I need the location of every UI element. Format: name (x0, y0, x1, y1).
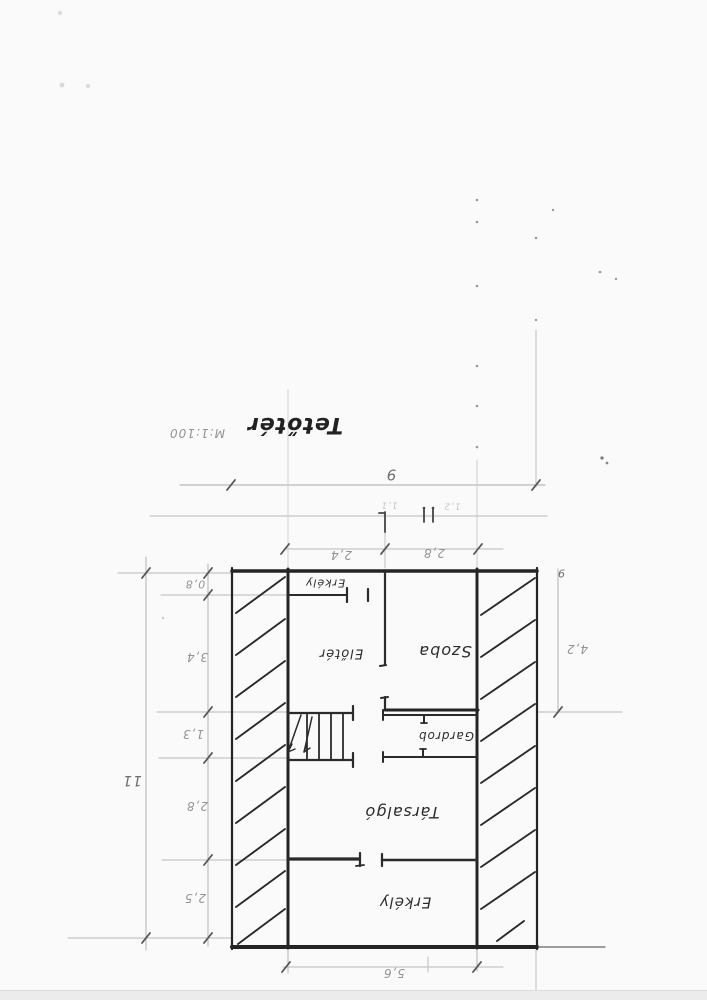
door-width-ticks (379, 507, 434, 532)
dim-label-left-3: 1,3 (181, 727, 205, 741)
dim-label-left-1: 0,8 (184, 577, 206, 591)
room-label-eloter: Előtér (318, 645, 364, 661)
dim-label-bottom: 5,6 (382, 966, 406, 980)
dim-label-left-2: 3,4 (185, 650, 209, 664)
dim-label-faint-1: 1,1 (380, 499, 398, 510)
walls (232, 568, 605, 949)
scan-edge-shadow (0, 990, 707, 1000)
room-label-erkely-bottom: Erkély (378, 893, 432, 912)
dim-label-faint-2: 1,2 (443, 500, 461, 511)
room-label-gardrob: Gardrob (417, 729, 475, 743)
dim-label-total-width: 9 (385, 465, 397, 484)
dim-label-top-1: 2,4 (329, 548, 353, 562)
dim-label-left-4: 2,8 (185, 799, 209, 813)
dim-label-stray: 9 (557, 566, 565, 580)
staircase (288, 706, 353, 767)
pencil-specks (58, 11, 617, 619)
dim-label-top-2: 2,8 (422, 546, 446, 560)
room-label-szoba: Szoba (418, 642, 472, 661)
scale-label: M:1:100 (169, 426, 225, 440)
room-label-tarsalgo: Társalgó (364, 803, 440, 822)
plan-title: Tetőtér (246, 412, 344, 437)
dim-label-right: 4,2 (565, 642, 589, 656)
dim-label-left-5: 2,5 (183, 891, 207, 905)
room-label-erkely-top: Erkély (304, 576, 346, 590)
dim-label-total-height: 11 (122, 772, 142, 788)
